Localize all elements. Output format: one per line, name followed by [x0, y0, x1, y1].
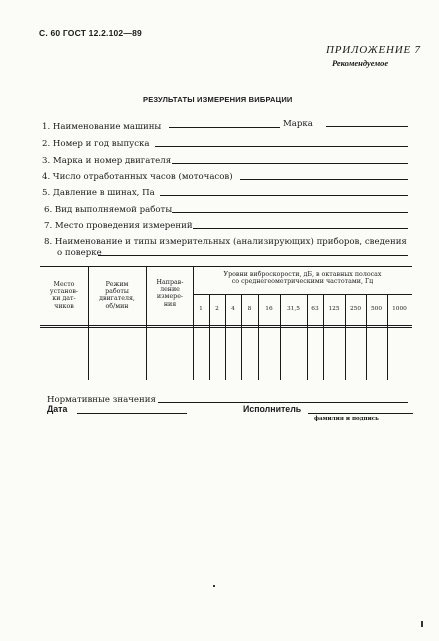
machine-name-line — [169, 127, 280, 128]
field-work-type: 6. Вид выполняемой работы — [44, 205, 173, 215]
freq-1000: 1000 — [392, 306, 407, 312]
field-instruments: 8. Наименование и типы измерительных (анализирующих) приборов, сведения — [44, 237, 407, 247]
appendix-label: ПРИЛОЖЕНИЕ 7 — [326, 44, 421, 56]
instruments-line — [98, 255, 408, 256]
engine-line — [172, 163, 408, 164]
date-line — [77, 413, 187, 414]
field-engine-hours: 4. Число отработанных часов (моточасов) — [42, 172, 233, 182]
normative-values-label: Нормативные значения — [47, 395, 156, 405]
freq-1: 1 — [199, 306, 203, 312]
signature-caption: фамилия и подпись — [314, 416, 379, 422]
normative-values-line — [158, 402, 408, 403]
tire-pressure-line — [160, 195, 408, 196]
col-sensor-location: Место установ- ки дат- чиков — [49, 281, 79, 310]
executor-line — [308, 413, 413, 414]
engine-hours-line — [240, 179, 408, 180]
freq-16: 16 — [265, 306, 273, 312]
work-type-line — [172, 212, 408, 213]
freq-8: 8 — [247, 306, 252, 312]
executor-label: Исполнитель — [243, 404, 302, 414]
field-number-year: 2. Номер и год выпуска — [42, 139, 150, 149]
freq-4: 4 — [231, 306, 235, 312]
field-place: 7. Место проведения измерений — [44, 221, 193, 231]
freq-125: 125 — [328, 306, 340, 312]
scan-mark — [213, 585, 215, 587]
field-machine-name: 1. Наименование машины — [42, 122, 162, 132]
date-label: Дата — [47, 404, 68, 414]
appendix-status: Рекомендуемое — [332, 58, 389, 68]
field-engine: 3. Марка и номер двигателя — [42, 156, 172, 166]
page-reference: С. 60 ГОСТ 12.2.102—89 — [39, 28, 142, 38]
field-instruments-cont: о поверке — [57, 248, 102, 258]
freq-500: 500 — [370, 306, 383, 312]
marka-line — [326, 126, 408, 127]
place-line — [193, 228, 408, 229]
field-tire-pressure: 5. Давление в шинах, Па — [42, 188, 155, 198]
freq-2: 2 — [215, 306, 219, 312]
freq-31-5: 31,5 — [287, 306, 300, 312]
scan-mark — [421, 621, 423, 627]
col-engine-mode: Режим работы двигателя, об/мин — [99, 281, 135, 310]
field-marka: Марка — [283, 119, 313, 129]
page-title: РЕЗУЛЬТАТЫ ИЗМЕРЕНИЯ ВИБРАЦИИ — [143, 95, 293, 104]
freq-250: 250 — [349, 306, 362, 312]
col-direction: Направ- ление измере- ния — [156, 279, 184, 308]
col-vibration-levels: Уровни виброскорости, дБ, в октавных полосах со среднегеометрическими частотами, Гц — [223, 271, 382, 286]
number-year-line — [155, 146, 408, 147]
freq-63: 63 — [311, 306, 319, 312]
